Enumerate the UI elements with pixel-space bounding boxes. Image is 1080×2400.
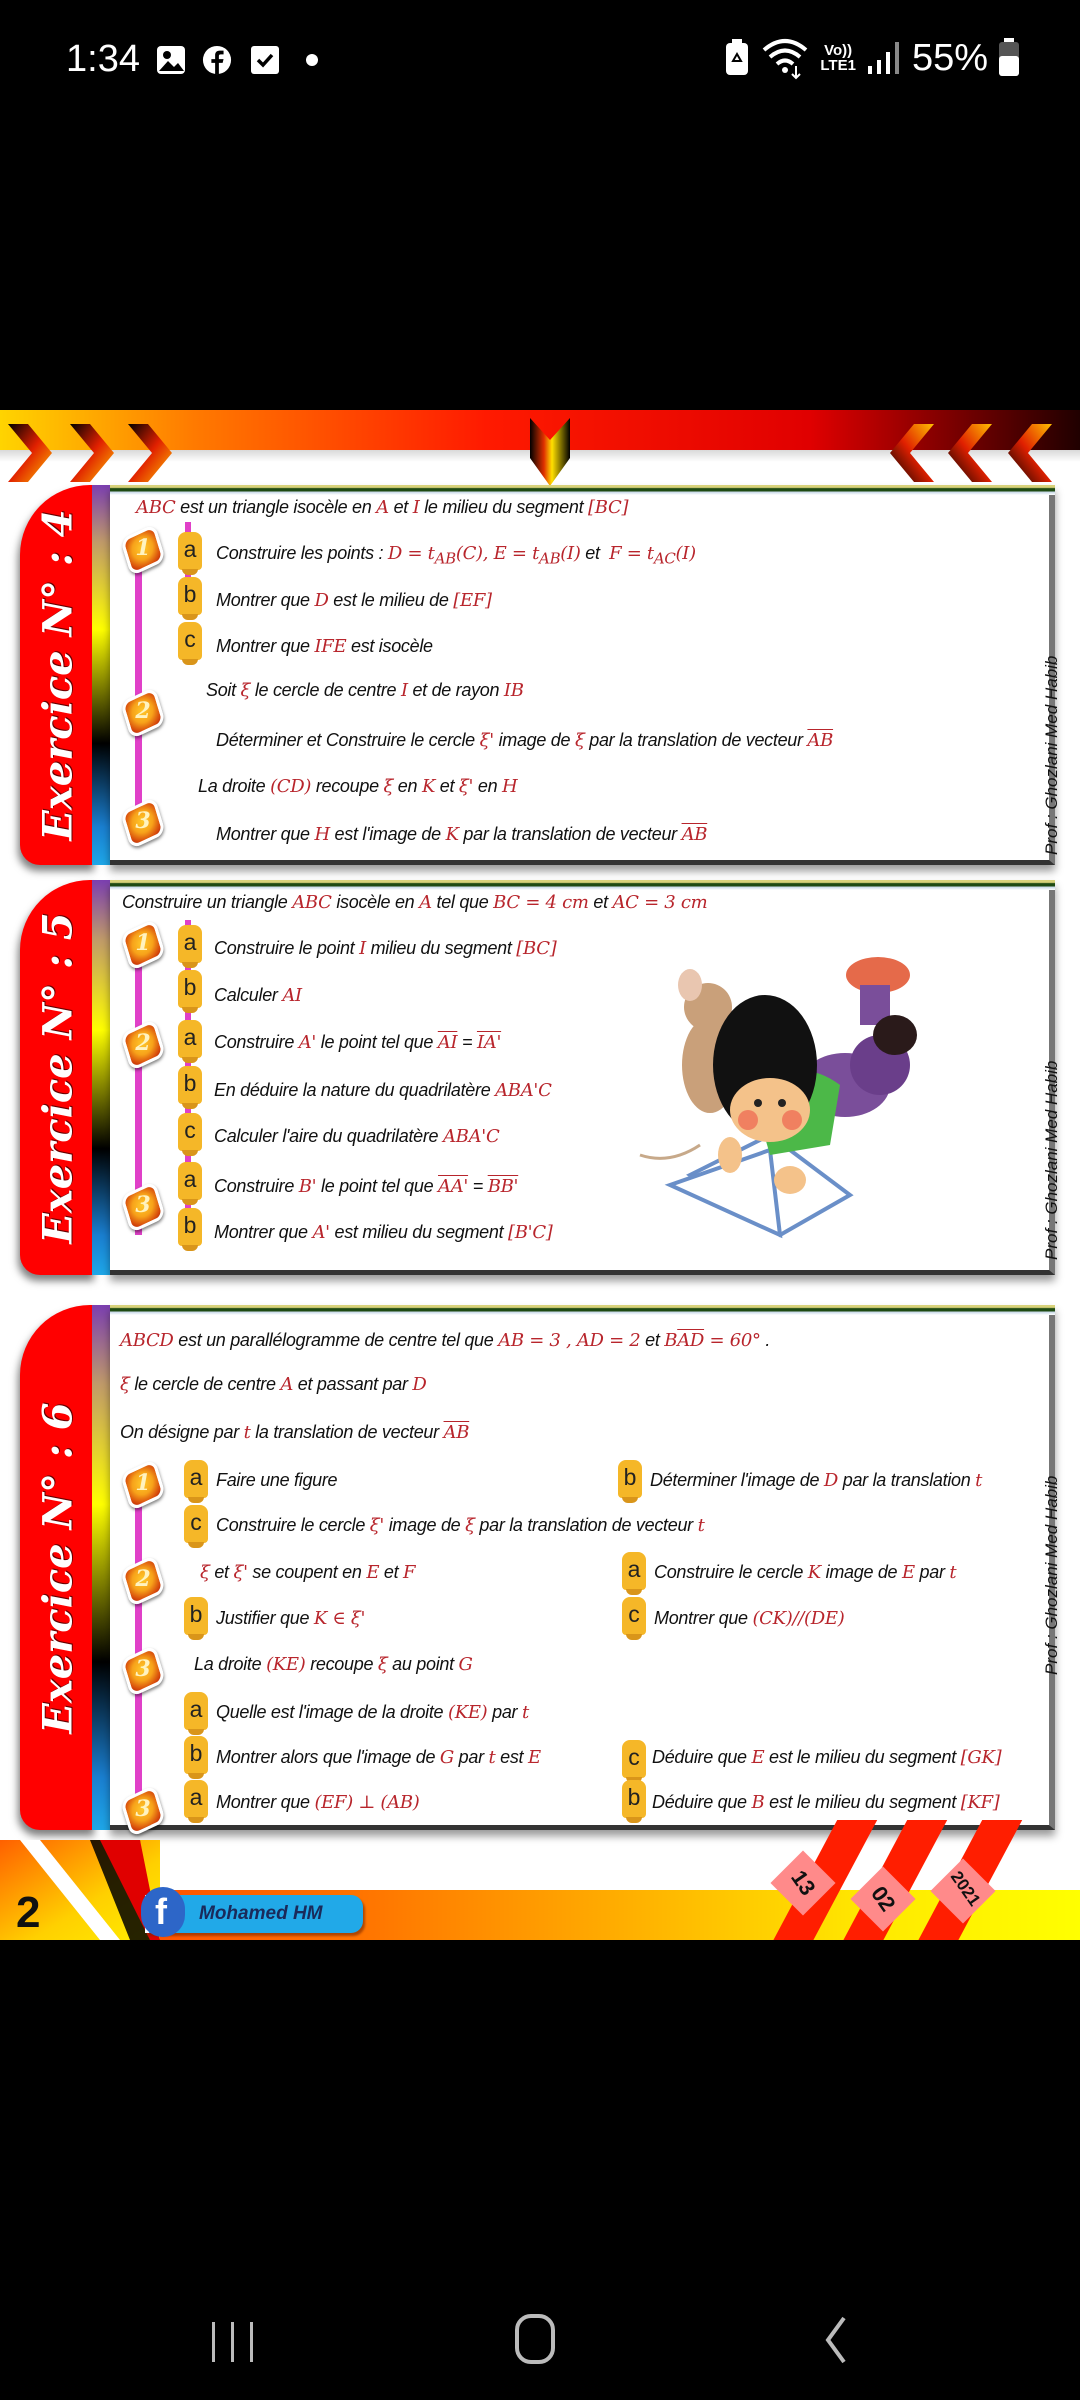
exercise-line: En déduire la nature du quadrilatère ABA'C — [214, 1080, 552, 1101]
step-badge-1: 1 — [120, 922, 166, 968]
facebook-icon — [202, 44, 232, 76]
clock: 1:34 — [66, 38, 140, 80]
exercise-line: On désigne par t la translation de vecteur $\overline{AB}$ — [120, 1422, 470, 1443]
author-credit: Prof : Ghozlani Med Habib — [1042, 1060, 1061, 1260]
exercise-tab — [20, 485, 96, 865]
exercise-line: Construire le point I milieu du segment [BC] — [214, 938, 557, 959]
date-day: 13 — [770, 1850, 835, 1915]
exercise-line: Montrer que D est le milieu de [EF] — [216, 590, 492, 611]
chevron-left-icon — [890, 424, 934, 482]
dot-icon — [304, 52, 320, 68]
recents-button[interactable] — [198, 2310, 268, 2370]
wifi-icon — [760, 36, 810, 80]
facebook-name: Mohamed HM — [199, 1903, 323, 1924]
step-badge-2: 2 — [120, 1558, 166, 1604]
gallery-icon — [156, 44, 186, 76]
exercise-label: Exercice N° : 4 — [34, 509, 82, 841]
girl-reading-illustration — [630, 935, 920, 1245]
sub-letter-a: a — [184, 1460, 208, 1498]
exercise-line: Quelle est l'image de la droite (KE) par t — [216, 1702, 529, 1723]
down-arrow-icon — [530, 418, 570, 486]
sub-letter-a: a — [178, 532, 202, 570]
exercise-line: Déterminer l'image de D par la translation t — [650, 1470, 983, 1491]
page-number: 2 — [16, 1888, 41, 1937]
exercise-line: Calculer l'aire du quadrilatère ABA'C — [214, 1126, 500, 1147]
chevron-left-icon — [948, 424, 992, 482]
exercise-line: Construire le cercle K image de E par t — [654, 1562, 957, 1583]
exercise-line: Construire A' le point tel que $\overline{AI} = IA'$ — [214, 1032, 502, 1053]
exercise-line: Déterminer et Construire le cercle ξ' image de ξ par la translation de vecteur $\overline{AB}$ — [216, 730, 834, 751]
exercise-label: Exercice N° : 5 — [34, 911, 82, 1244]
exercise-label: Exercice N° : 6 — [34, 1401, 82, 1734]
sub-letter-c: c — [184, 1505, 208, 1543]
checkbox-icon — [250, 44, 280, 76]
exercise-line: Montrer que (CK)//(DE) — [654, 1608, 845, 1629]
exercise-line: Déduire que E est le milieu du segment [GK] — [652, 1747, 1002, 1768]
status-bar — [0, 0, 1080, 120]
signal-icon — [866, 40, 902, 76]
exercise-line: Soit ξ le cercle de centre I et de rayon IB — [206, 680, 524, 701]
exercise-line: Justifier que K ∈ ξ' — [216, 1608, 366, 1629]
sub-letter-a: a — [184, 1780, 208, 1818]
sub-letter-c: c — [178, 1113, 202, 1151]
status-right — [724, 36, 1020, 80]
exercise-tab — [20, 880, 96, 1275]
exercise-line: Construire B' le point tel que AA' = BB' — [214, 1176, 519, 1197]
exercise-tab — [20, 1305, 96, 1830]
exercise-line: Montrer que (EF) ⊥ (AB) — [216, 1792, 420, 1813]
sub-letter-b: b — [178, 1208, 202, 1246]
step-badge-3: 3 — [120, 1184, 166, 1230]
exercise-line: La droite (KE) recoupe ξ au point G — [194, 1654, 473, 1675]
sub-letter-a: a — [178, 1020, 202, 1058]
volte-indicator — [820, 43, 856, 73]
home-button[interactable] — [500, 2310, 570, 2370]
battery-icon — [998, 38, 1020, 78]
sub-letter-a: a — [178, 1162, 202, 1200]
exercise-line: Construire les points : $D = t_{AB}(C)$, $E = t_{AB}(I)$ et $F = t_{AC}(I)$ — [216, 543, 696, 568]
author-credit: Prof : Ghozlani Med Habib — [1042, 655, 1061, 855]
step-badge-3: 3 — [120, 800, 166, 846]
exercise-line: Déduire que B est le milieu du segment [KF] — [652, 1792, 1000, 1813]
worksheet-image — [0, 410, 1080, 1940]
facebook-badge — [145, 1891, 363, 1933]
step-badge-3: 3 — [120, 1648, 166, 1694]
chevron-right-icon — [8, 424, 52, 482]
exercise-line: Construire le cercle ξ' image de ξ par la translation de vecteur t — [216, 1515, 705, 1536]
date-month: 02 — [850, 1866, 915, 1931]
step-badge-2: 2 — [120, 1022, 166, 1068]
exercise-line: Faire une figure — [216, 1470, 338, 1490]
sub-letter-a: a — [178, 925, 202, 963]
sub-letter-b: b — [178, 1066, 202, 1104]
sub-letter-b: b — [178, 970, 202, 1008]
navigation-bar — [0, 2280, 1080, 2400]
sub-letter-a: a — [622, 1552, 646, 1590]
exercise-line: ξ et ξ' se coupent en E et F — [200, 1562, 416, 1583]
step-badge-2: 2 — [120, 690, 166, 736]
exercise-line: Montrer que H est l'image de K par la translation de vecteur $\overline{AB}$ — [216, 824, 708, 845]
step-badge-1: 1 — [120, 1462, 166, 1508]
exercise-4-card — [20, 485, 1061, 865]
volte-label: Vo)) — [824, 42, 853, 59]
chevron-right-icon — [128, 424, 172, 482]
timeline — [135, 1490, 142, 1800]
sub-letter-b: b — [178, 577, 202, 615]
sub-letter-c: c — [622, 1740, 646, 1778]
sub-letter-b: b — [618, 1460, 642, 1498]
sub-letter-b: b — [622, 1780, 646, 1818]
timeline — [135, 540, 142, 830]
chevron-left-icon — [1008, 424, 1052, 482]
sub-letter-c: c — [178, 622, 202, 660]
exercise-line: ABCD est un parallélogramme de centre tel que AB = 3 , AD = 2 et $B\overline{AD} = 60^\circ$ . — [120, 1330, 771, 1351]
battery-percent: 55% — [911, 36, 988, 79]
step-badge-3: 3 — [120, 1788, 166, 1834]
battery-saver-icon — [724, 39, 750, 77]
sub-letter-c: c — [622, 1597, 646, 1635]
sub-letter-a: a — [184, 1692, 208, 1730]
author-credit: Prof : Ghozlani Med Habib — [1042, 1475, 1061, 1675]
step-badge-1: 1 — [120, 527, 166, 573]
exercise-line: Montrer que A' est milieu du segment [B'C] — [214, 1222, 553, 1243]
exercise-line: Calculer AI — [214, 985, 302, 1006]
chevron-right-icon — [70, 424, 114, 482]
date-year: 2021 — [930, 1858, 995, 1923]
page-footer — [0, 1840, 1080, 1940]
lte-label: LTE1 — [820, 57, 856, 74]
exercise-line: Montrer que IFE est isocèle — [216, 636, 433, 657]
exercise-line: Montrer alors que l'image de G par t est E — [216, 1747, 541, 1768]
back-button[interactable] — [800, 2310, 870, 2370]
exercise-line: La droite (CD) recoupe ξ en K et ξ' en H — [198, 776, 518, 797]
exercise-line: ξ le cercle de centre A et passant par D — [120, 1374, 427, 1395]
sub-letter-b: b — [184, 1736, 208, 1774]
facebook-logo-icon: f — [141, 1887, 185, 1937]
exercise-line: ABC est un triangle isocèle en A et I le milieu du segment [BC] — [136, 497, 629, 518]
sub-letter-b: b — [184, 1597, 208, 1635]
exercise-line: Construire un triangle ABC isocèle en A tel que BC = 4 cm et AC = 3 cm — [122, 892, 708, 913]
